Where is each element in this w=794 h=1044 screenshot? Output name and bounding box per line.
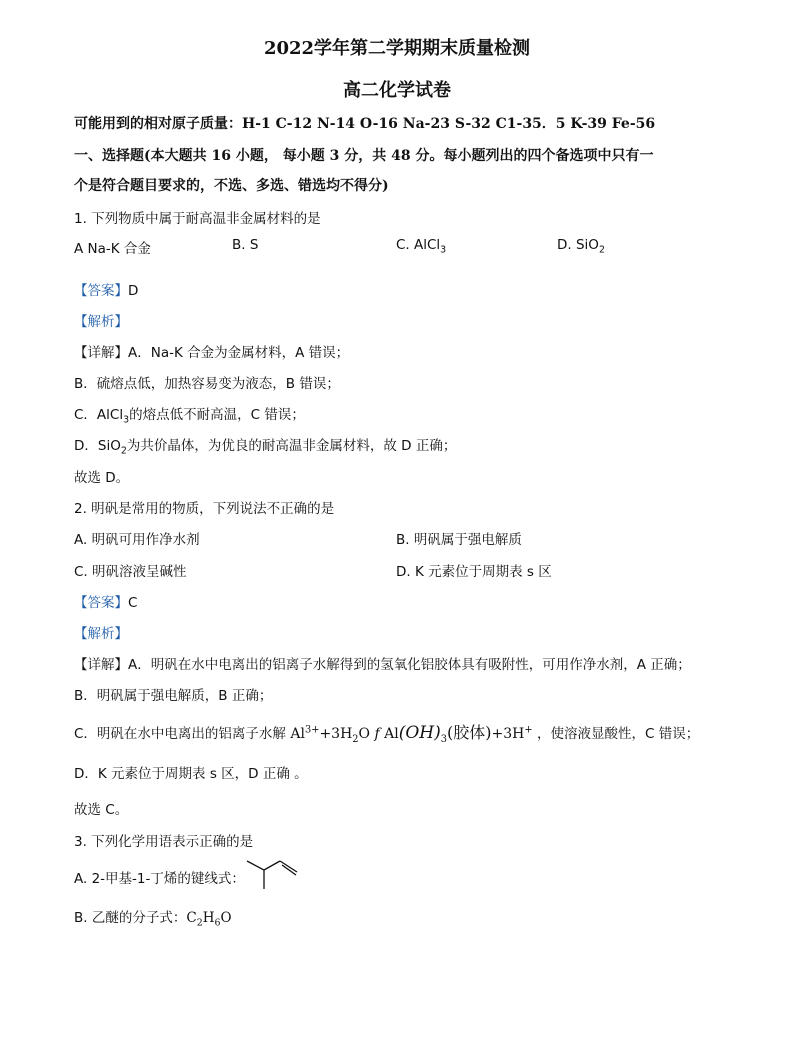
q1-analysis-tag: 【解析】: [74, 314, 128, 330]
detail-tag: 【详解】: [74, 657, 128, 673]
q1-answer: 【答案】D: [74, 283, 139, 299]
section-header-line1: 一、选择题(本大题共 16 小题， 每小题 3 分，共 48 分。每小题列出的四个备选项中只有一: [74, 148, 654, 164]
q2-option-a: A. 明矾可用作净水剂: [74, 532, 200, 548]
q2-option-d: D. K 元素位于周期表 s 区: [396, 564, 552, 580]
q1-stem: 1. 下列物质中属于耐高温非金属材料的是: [74, 211, 321, 227]
q1-option-a: A Na-K 合金: [74, 241, 151, 257]
molecular-formula: $C_2H_6O$: [186, 910, 232, 929]
q3-stem: 3. 下列化学用语表示正确的是: [74, 834, 254, 850]
q1-detail-b: B．硫熔点低，加热容易变为液态，B 错误；: [74, 376, 340, 392]
q2-stem: 2. 明矾是常用的物质，下列说法不正确的是: [74, 501, 335, 517]
q1-detail-a: 【详解】A．Na-K 合金为金属材料，A 错误；: [74, 345, 350, 361]
atomic-masses: 可能用到的相对原子质量：H-1 C-12 N-14 O-16 Na-23 S-32 C1-35．5 K-39 Fe-56: [74, 116, 656, 132]
page-title: 2022学年第二学期期末质量检测: [263, 38, 531, 59]
q2-answer: 【答案】C: [74, 595, 138, 611]
q3-option-a: A. 2-甲基-1-丁烯的键线式：: [74, 871, 245, 887]
q1-conclusion: 故选 D。: [74, 470, 130, 486]
q3-option-b: B. 乙醚的分子式：$C_2H_6O$: [74, 910, 232, 929]
q2-option-b: B. 明矾属于强电解质: [396, 532, 522, 548]
q2-analysis-tag: 【解析】: [74, 626, 128, 642]
q2-detail-a: 【详解】A．明矾在水中电离出的铝离子水解得到的氢氧化铝胶体具有吸附性，可用作净水剂，A 正确；: [74, 657, 691, 673]
q1-option-c: C. AlCl$_3$: [396, 237, 447, 256]
q1-detail-c: C．AlCl$_3$的熔点低不耐高温，C 错误；: [74, 407, 305, 426]
page-subtitle: 高二化学试卷: [343, 80, 451, 101]
q2-option-c: C. 明矾溶液呈碱性: [74, 564, 187, 580]
section-header-line2: 个是符合题目要求的，不选、多选、错选均不得分): [74, 178, 389, 194]
q1-option-d: D. SiO$_2$: [557, 237, 605, 256]
q2-conclusion: 故选 C。: [74, 802, 129, 818]
answer-tag: 【答案】: [74, 283, 128, 299]
equilibrium-arrow-glyph: f: [374, 726, 380, 742]
q2-detail-d: D．K 元素位于周期表 s 区，D 正确 。: [74, 766, 308, 782]
answer-tag: 【答案】: [74, 595, 128, 611]
detail-tag: 【详解】: [74, 345, 128, 361]
q1-option-b: B. S: [232, 237, 259, 253]
q1-detail-d: D．SiO$_2$为共价晶体，为优良的耐高温非金属材料，故 D 正确；: [74, 438, 457, 457]
q2-detail-b: B．明矾属于强电解质，B 正确；: [74, 688, 273, 704]
q2-detail-c: C．明矾在水中电离出的铝离子水解 $Al^{3+}+3H_2O$ f $Al(OH)_3$(胶体)+3H+ ，使溶液显酸性，C 错误；: [74, 723, 700, 745]
hydrolysis-equation: $Al^{3+}+3H_2O$ f $Al(OH)_3$(胶体)+3H+: [290, 723, 533, 745]
skeletal-formula-2-methyl-1-butene: [244, 856, 302, 892]
